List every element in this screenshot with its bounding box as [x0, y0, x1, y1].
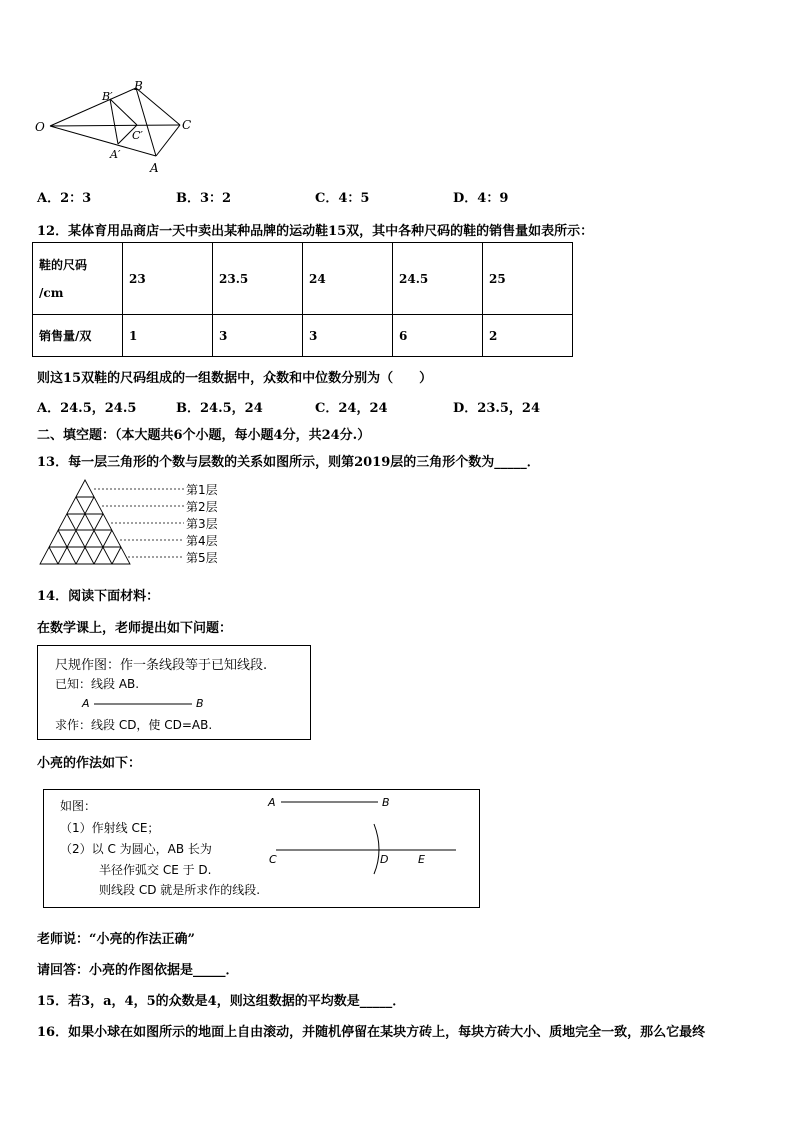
section-heading: 二、填空题：（本大题共6个小题，每小题4分，共24分.）	[37, 428, 371, 443]
segment-ab	[94, 700, 194, 708]
q13-stem: 13．每一层三角形的个数与层数的关系如图所示，则第2019层的三角形个数为_____．	[37, 455, 540, 470]
box1-point-b: B	[196, 697, 204, 710]
box1-find: 求作：线段 CD，使 CD=AB.	[55, 718, 213, 732]
q12-question: 则这15双鞋的尺码组成的一组数据中，众数和中位数分别为（ ）	[37, 371, 433, 386]
label-o: O	[35, 120, 45, 134]
layer-label: 第4层	[186, 534, 218, 548]
label-a: A	[150, 161, 159, 175]
box1-title: 尺规作图：作一条线段等于已知线段.	[55, 658, 268, 673]
q11-option-c: C．4：5	[315, 191, 370, 206]
fig-point-d: D	[380, 853, 389, 866]
table-cell: 6	[393, 315, 483, 357]
construction-figure	[266, 794, 466, 876]
q12-option-a: A．24.5，24.5	[37, 401, 137, 416]
fig-point-b: B	[382, 796, 390, 809]
label-a-prime: A′	[110, 148, 121, 161]
q12-option-c: C．24，24	[315, 401, 388, 416]
box1-point-a: A	[82, 697, 90, 710]
q11-option-a: A．2：3	[37, 191, 92, 206]
q11-option-b: B．3：2	[176, 191, 232, 206]
table-cell: 2	[483, 315, 573, 357]
shoe-size-table	[32, 242, 573, 357]
q14-answer: 请回答：小亮的作图依据是_____．	[37, 963, 239, 978]
table-cell: 24.5	[393, 243, 483, 315]
fig-point-a: A	[268, 796, 276, 809]
table-cell: 24	[303, 243, 393, 315]
layer-label: 第1层	[186, 483, 218, 497]
size-unit: /cm	[39, 285, 64, 300]
label-b-prime: B′	[102, 90, 113, 103]
q15-stem: 15．若3，a，4，5的众数是4，则这组数据的平均数是_____．	[37, 994, 406, 1009]
table-row	[33, 243, 573, 315]
method-line-2: （1）作射线 CE；	[60, 821, 160, 835]
table-cell: 25	[483, 243, 573, 315]
label-c: C	[182, 118, 192, 132]
q12-option-b: B．24.5，24	[176, 401, 263, 416]
layer-label: 第5层	[186, 551, 218, 565]
size-label: 鞋的尺码	[39, 257, 88, 272]
layer-label: 第3层	[186, 517, 218, 531]
method-intro: 小亮的作法如下：	[37, 756, 142, 771]
table-row	[33, 315, 573, 357]
box1-given: 已知：线段 AB.	[55, 677, 140, 691]
similar-triangles-figure	[30, 76, 200, 176]
method-line-3: （2）以 C 为圆心，AB 长为	[60, 842, 212, 856]
layer-label: 第2层	[186, 500, 218, 514]
method-line-1: 如图：	[60, 799, 97, 813]
label-c-prime: C′	[132, 129, 143, 142]
table-cell: 1	[123, 315, 213, 357]
fig-point-c: C	[269, 853, 277, 866]
q16-stem: 16．如果小球在如图所示的地面上自由滚动，并随机停留在某块方砖上，每块方砖大小、质地完全一致，那么它最终	[37, 1025, 706, 1040]
q14-intro: 在数学课上，老师提出如下问题：	[37, 621, 233, 636]
fig-point-e: E	[418, 853, 425, 866]
method-line-5: 则线段 CD 就是所求作的线段.	[99, 883, 261, 897]
method-line-4: 半径作弧交 CE 于 D.	[99, 863, 212, 877]
table-cell: 23	[123, 243, 213, 315]
q14-stem: 14．阅读下面材料：	[37, 589, 160, 604]
q12-stem: 12．某体育用品商店一天中卖出某种品牌的运动鞋15双，其中各种尺码的鞋的销售量如表所示：	[37, 224, 594, 239]
teacher-remark: 老师说：“小亮的作法正确”	[37, 932, 195, 947]
q11-option-d: D．4：9	[453, 191, 509, 206]
table-cell: 23.5	[213, 243, 303, 315]
q12-option-d: D．23.5，24	[453, 401, 541, 416]
label-b: B	[134, 79, 143, 93]
sales-label-cell: 销售量/双	[33, 315, 123, 357]
table-cell: 3	[303, 315, 393, 357]
header-cell	[33, 243, 123, 315]
table-cell: 3	[213, 315, 303, 357]
